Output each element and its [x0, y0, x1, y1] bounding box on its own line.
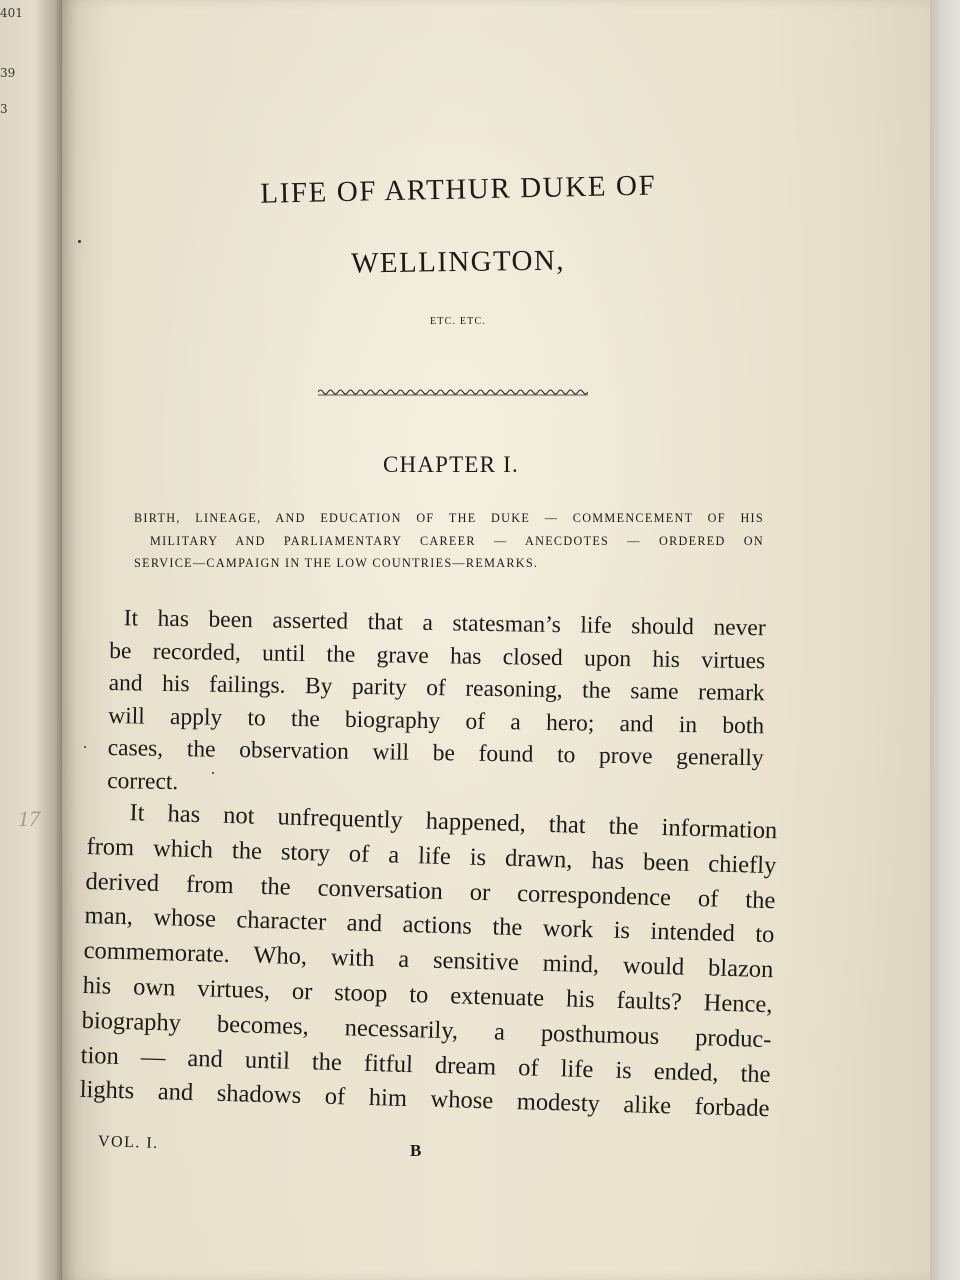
- text-line: will apply to the biography of a hero; and in both: [108, 702, 765, 740]
- text-line: tion — and until the fitful dream of life is ended, the: [80, 1041, 771, 1088]
- text-line: cases, the observation will be found to prove generally: [107, 735, 764, 772]
- text-line: commemorate. Who, with a sensitive mind, would blazon: [83, 937, 774, 984]
- facing-page-number: 39: [0, 66, 16, 80]
- book-page: [62, 0, 930, 1280]
- page-title-line-1: LIFE OF ARTHUR DUKE OF: [259, 169, 657, 210]
- facing-page: [0, 0, 62, 1280]
- ornamental-rule: [318, 386, 588, 398]
- text-line: man, whose character and actions the work is intended to: [84, 902, 775, 949]
- facing-page-number: 3: [0, 102, 8, 116]
- text-line: be recorded, until the grave has closed upon his virtues: [109, 637, 766, 674]
- paragraph-2: [79, 795, 777, 1127]
- synopsis-line: SERVICE—CAMPAIGN IN THE LOW COUNTRIES—REMARKS.: [134, 556, 539, 570]
- subtitle: ETC. ETC.: [429, 316, 487, 327]
- text-line: biography becomes, necessarily, a posthumous produc-: [81, 1006, 772, 1053]
- chapter-heading: CHAPTER I.: [383, 452, 519, 477]
- speck: [78, 240, 81, 243]
- page-edge: [930, 0, 960, 1280]
- text-line: from which the story of a life is drawn, has been chiefly: [86, 832, 777, 880]
- text-line: and his failings. By parity of reasoning, the same remark: [108, 670, 765, 707]
- speck: [212, 772, 214, 774]
- synopsis-line: BIRTH, LINEAGE, AND EDUCATION OF THE DUKE — COMMENCEMENT OF HIS: [134, 511, 764, 525]
- page-title-line-2: WELLINGTON,: [350, 244, 566, 280]
- text-line: lights and shadows of him whose modesty alike forbade: [79, 1076, 770, 1123]
- chapter-synopsis: [134, 507, 764, 575]
- signature-mark: B: [410, 1141, 422, 1160]
- volume-label: VOL. I.: [97, 1132, 160, 1153]
- text-line: It has been asserted that a statesman’s life should never: [123, 605, 766, 642]
- margin-pencil-mark: 17: [18, 806, 40, 831]
- text-line: his own virtues, or stoop to extenuate his faults? Hence,: [82, 971, 773, 1019]
- text-line: It has not unfrequently happened, that the information: [129, 799, 778, 845]
- speck: [84, 746, 86, 748]
- text-line: correct.: [106, 767, 179, 796]
- paragraph-1: [107, 602, 766, 808]
- facing-page-number: 401: [0, 6, 23, 20]
- synopsis-line: MILITARY AND PARLIAMENTARY CAREER — ANECDOTES — ORDERED ON: [150, 533, 764, 548]
- text-line: derived from the conversation or correspondence of the: [85, 867, 776, 914]
